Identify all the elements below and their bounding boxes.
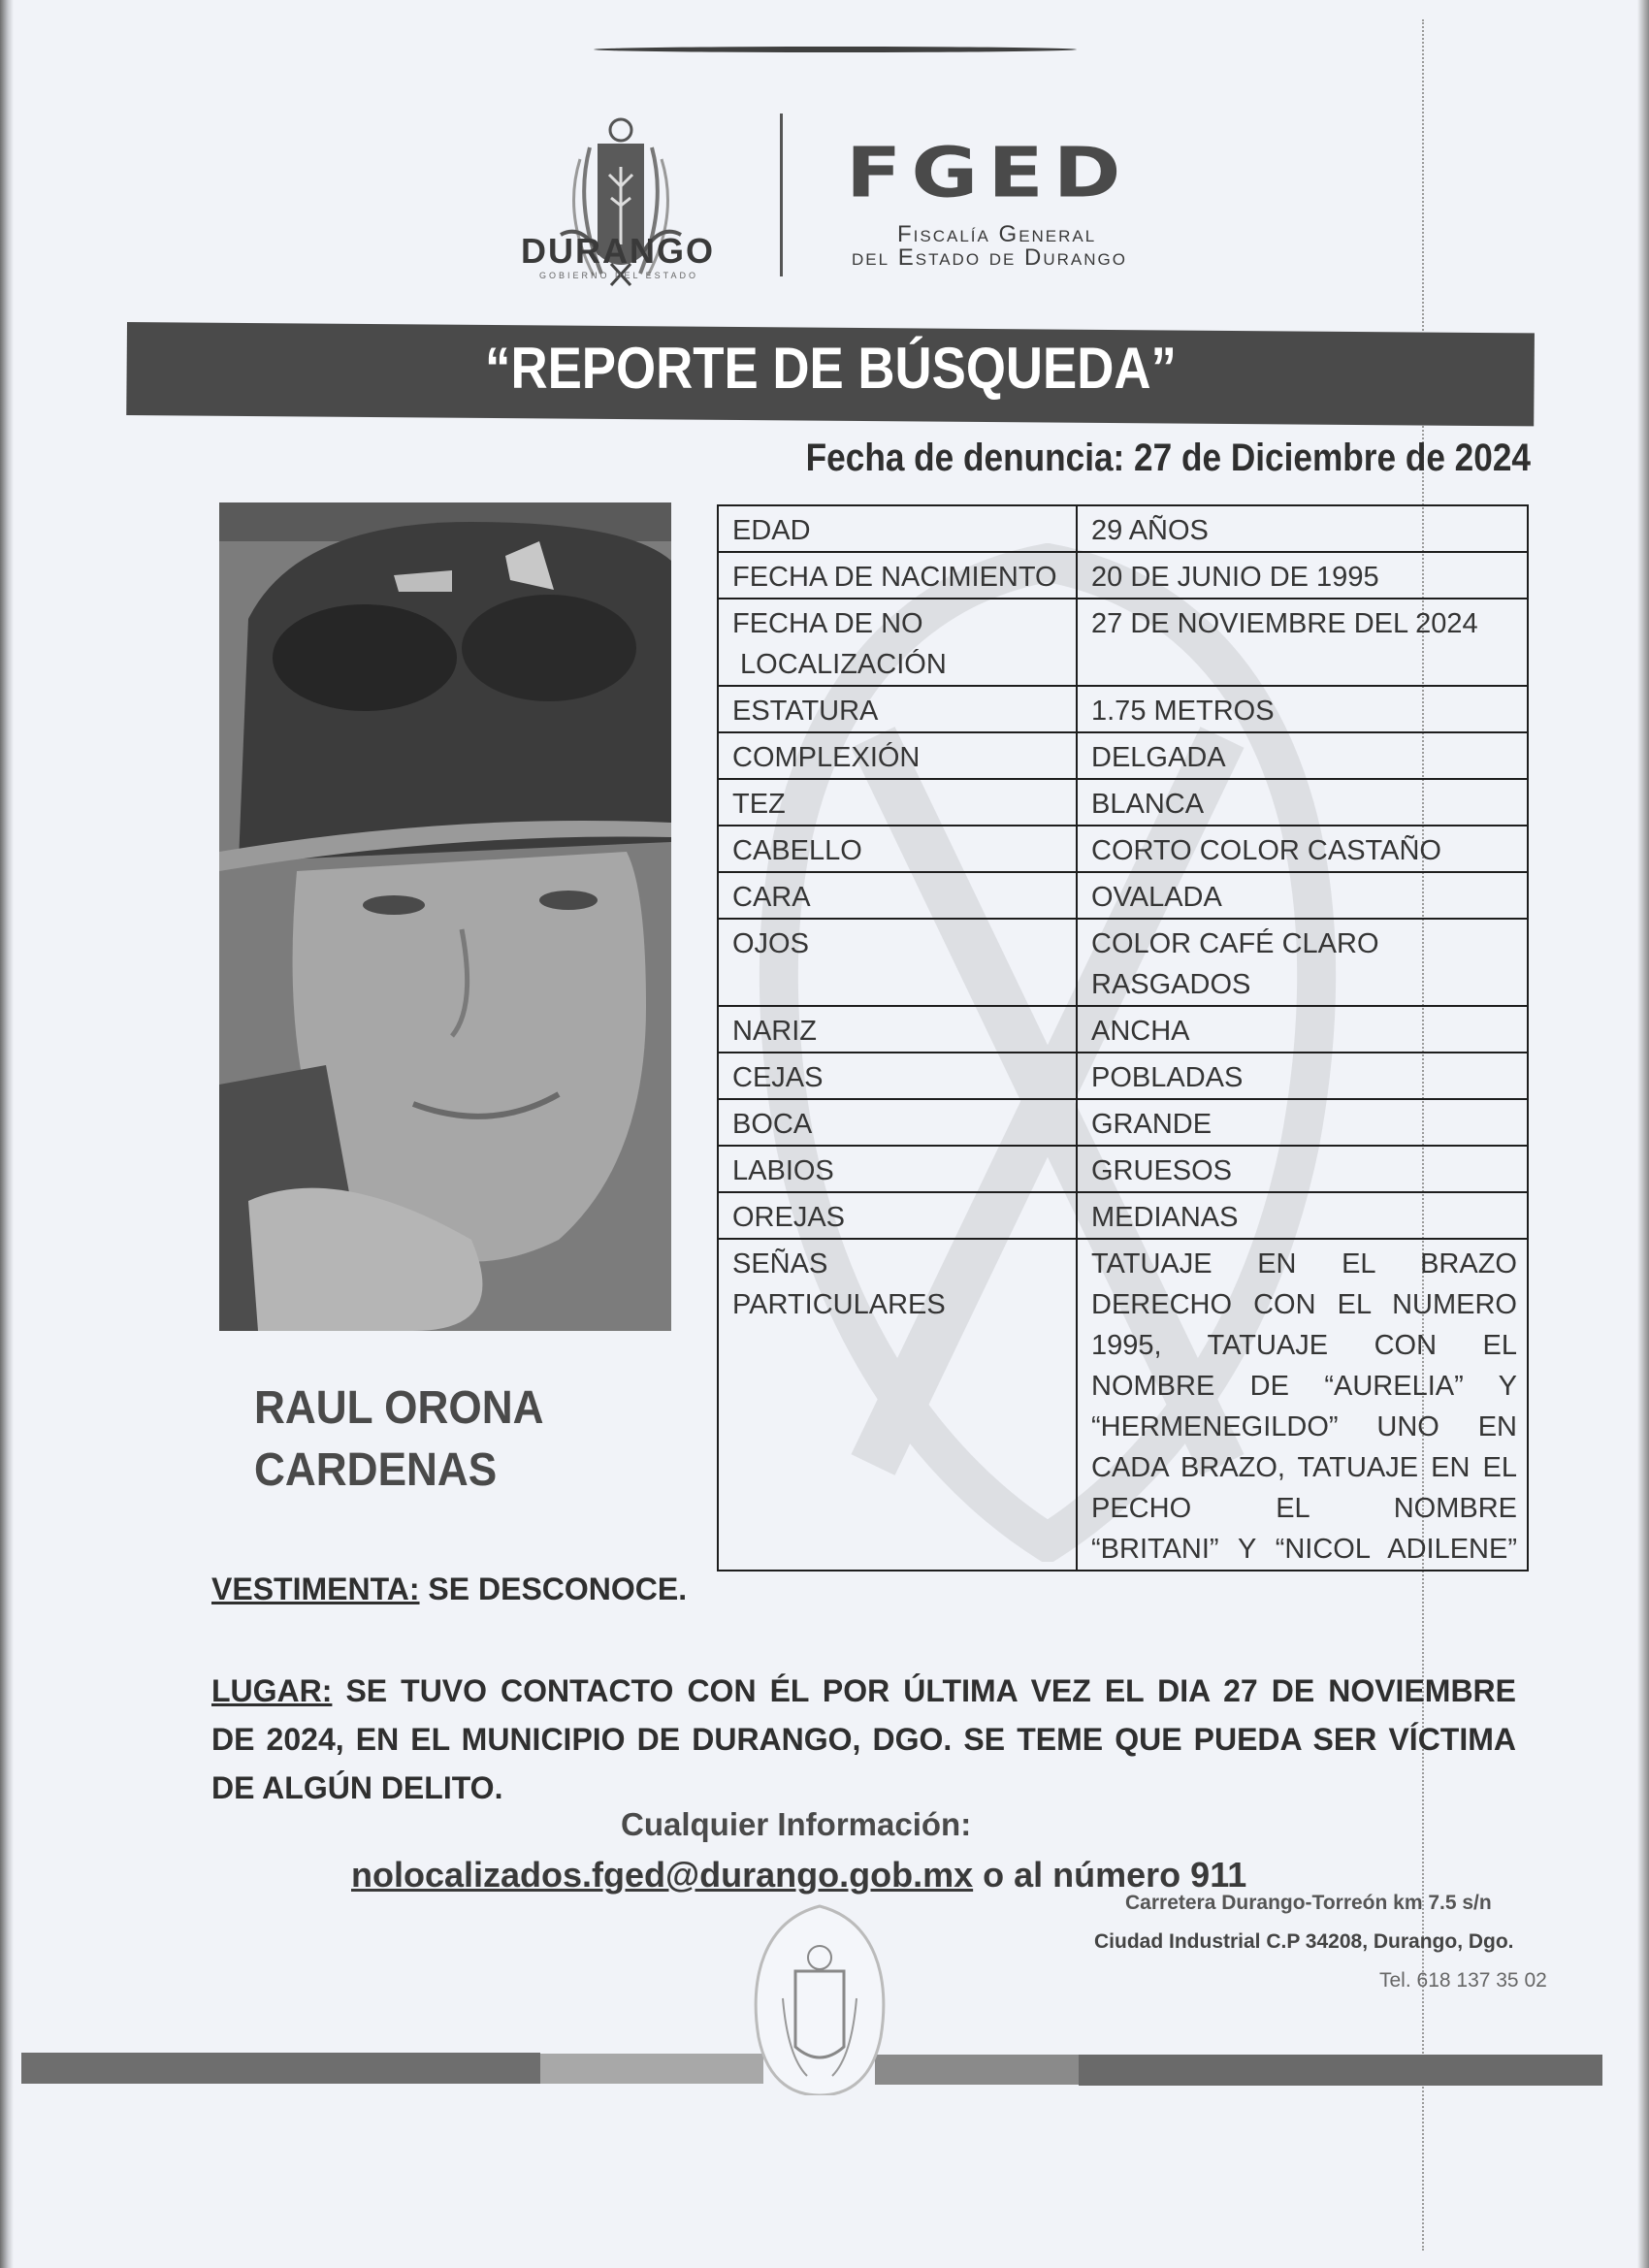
row-label: OJOS bbox=[718, 919, 1077, 1006]
location-section bbox=[211, 1667, 1516, 1812]
person-name-line1: RAUL ORONA bbox=[254, 1382, 544, 1434]
logo-divider bbox=[780, 113, 783, 276]
table-row bbox=[718, 599, 1528, 686]
table-row bbox=[718, 1239, 1528, 1571]
fged-wordmark: FGED bbox=[846, 132, 1131, 213]
row-label: OREJAS bbox=[718, 1192, 1077, 1239]
table-row bbox=[718, 1053, 1528, 1099]
row-value: POBLADAS bbox=[1077, 1053, 1528, 1099]
row-label: COMPLEXIÓN bbox=[718, 732, 1077, 779]
row-value: DELGADA bbox=[1077, 732, 1528, 779]
row-label: EDAD bbox=[718, 505, 1077, 552]
scan-edge-right bbox=[1637, 0, 1649, 2268]
row-label-line: FECHA DE NO bbox=[732, 608, 923, 639]
contact-email-link[interactable]: nolocalizados.fged@durango.gob.mx bbox=[351, 1855, 974, 1895]
row-value: 1.75 METROS bbox=[1077, 686, 1528, 732]
row-value bbox=[1077, 1239, 1528, 1571]
fged-subtitle-line2: del Estado de Durango bbox=[852, 244, 1127, 271]
row-label: TEZ bbox=[718, 779, 1077, 826]
table-row bbox=[718, 779, 1528, 826]
row-value-line: DERECHO CON EL NUMERO bbox=[1091, 1289, 1517, 1320]
table-row bbox=[718, 1099, 1528, 1146]
row-value-line: “BRITANI” Y “NICOL ADILENE” bbox=[1091, 1534, 1517, 1565]
row-label bbox=[718, 1239, 1077, 1571]
row-label: CABELLO bbox=[718, 826, 1077, 872]
address-line2: Ciudad Industrial C.P 34208, Durango, Dgo. bbox=[1094, 1930, 1514, 1953]
table-row bbox=[718, 919, 1528, 1006]
table-row bbox=[718, 1146, 1528, 1192]
fged-subtitle-line1: Fiscalía General bbox=[897, 221, 1097, 247]
row-value-line: RASGADOS bbox=[1091, 969, 1251, 1000]
location-text-line1: SE TUVO CONTACTO CON ÉL POR ÚLTIMA VEZ EL DIA 27 DE NOVIEMBRE bbox=[332, 1673, 1516, 1708]
row-label: FECHA DE NACIMIENTO bbox=[718, 552, 1077, 599]
row-value-line: TATUAJE EN EL BRAZO bbox=[1091, 1248, 1517, 1280]
row-value: ANCHA bbox=[1077, 1006, 1528, 1053]
table-row bbox=[718, 552, 1528, 599]
row-label: NARIZ bbox=[718, 1006, 1077, 1053]
table-row bbox=[718, 686, 1528, 732]
row-label: BOCA bbox=[718, 1099, 1077, 1146]
person-name-line2: CARDENAS bbox=[254, 1444, 498, 1496]
address-line1: Carretera Durango-Torreón km 7.5 s/n bbox=[1125, 1892, 1492, 1914]
row-label bbox=[718, 599, 1077, 686]
missing-person-photo bbox=[219, 502, 671, 1331]
row-value: GRUESOS bbox=[1077, 1146, 1528, 1192]
row-value: 29 AÑOS bbox=[1077, 505, 1528, 552]
person-name bbox=[254, 1377, 543, 1502]
table-row bbox=[718, 826, 1528, 872]
row-value: 27 DE NOVIEMBRE DEL 2024 bbox=[1077, 599, 1528, 686]
row-label-line: SEÑAS bbox=[732, 1248, 828, 1280]
table-row bbox=[718, 505, 1528, 552]
row-value: GRANDE bbox=[1077, 1099, 1528, 1146]
report-date: Fecha de denuncia: 27 de Diciembre de 2024 bbox=[805, 437, 1531, 479]
row-label: ESTATURA bbox=[718, 686, 1077, 732]
contact-phone-text: o al número 911 bbox=[973, 1855, 1247, 1895]
location-text-line2: DE 2024, EN EL MUNICIPIO DE DURANGO, DGO. SE TEME QUE PUEDA SER VÍCTIMA bbox=[211, 1722, 1516, 1757]
row-value: MEDIANAS bbox=[1077, 1192, 1528, 1239]
contact-line bbox=[351, 1855, 1246, 1895]
row-label-line: LOCALIZACIÓN bbox=[732, 649, 947, 680]
row-value: CORTO COLOR CASTAÑO bbox=[1077, 826, 1528, 872]
table-row bbox=[718, 1006, 1528, 1053]
row-label: CEJAS bbox=[718, 1053, 1077, 1099]
row-value: 20 DE JUNIO DE 1995 bbox=[1077, 552, 1528, 599]
row-value-line: CADA BRAZO, TATUAJE EN EL bbox=[1091, 1452, 1517, 1483]
contact-heading: Cualquier Información: bbox=[621, 1806, 972, 1842]
row-value-line: COLOR CAFÉ CLARO bbox=[1091, 928, 1379, 959]
address-phone: Tel. 618 137 35 02 bbox=[1379, 1969, 1547, 1992]
durango-wordmark: DURANGO bbox=[521, 231, 715, 271]
row-value-line: NOMBRE DE “AURELIA” Y bbox=[1091, 1371, 1517, 1402]
row-label: LABIOS bbox=[718, 1146, 1077, 1192]
row-label: CARA bbox=[718, 872, 1077, 919]
row-value-line: PECHO EL NOMBRE bbox=[1091, 1493, 1517, 1524]
clothing-text: SE DESCONOCE. bbox=[419, 1571, 688, 1606]
footer-seal-icon bbox=[739, 1901, 900, 2095]
row-value bbox=[1077, 919, 1528, 1006]
table-row bbox=[718, 872, 1528, 919]
row-value-line: 1995, TATUAJE CON EL bbox=[1091, 1330, 1517, 1361]
clothing-label: VESTIMENTA: bbox=[211, 1571, 420, 1606]
row-value: BLANCA bbox=[1077, 779, 1528, 826]
row-value: OVALADA bbox=[1077, 872, 1528, 919]
table-row bbox=[718, 732, 1528, 779]
scan-edge-left bbox=[0, 0, 14, 2268]
location-label: LUGAR: bbox=[211, 1673, 333, 1708]
page-title: “REPORTE DE BÚSQUEDA” bbox=[485, 336, 1177, 401]
row-value-line: “HERMENEGILDO” UNO EN bbox=[1091, 1411, 1517, 1442]
row-label-line: PARTICULARES bbox=[732, 1289, 946, 1320]
table-row bbox=[718, 1192, 1528, 1239]
top-rule bbox=[594, 47, 1077, 52]
location-text-line3: DE ALGÚN DELITO. bbox=[211, 1770, 503, 1805]
clothing-section bbox=[211, 1571, 687, 1607]
durango-subtitle: GOBIERNO DEL ESTADO bbox=[538, 271, 699, 280]
details-table bbox=[717, 504, 1529, 1571]
